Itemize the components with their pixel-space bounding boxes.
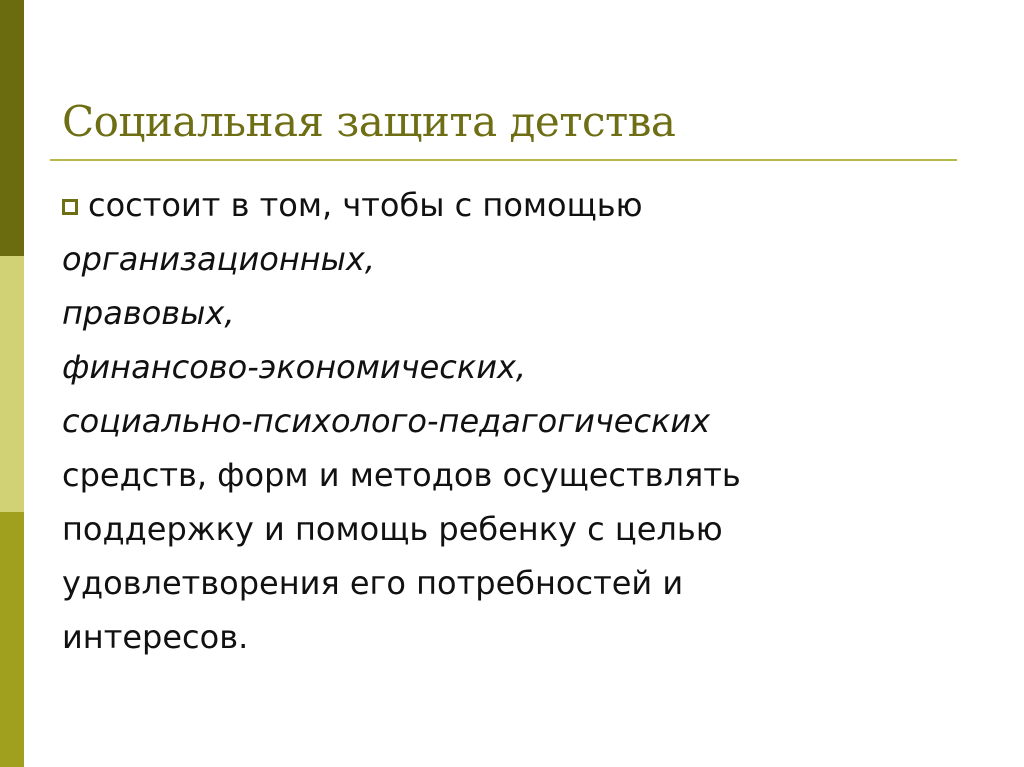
title-underline-rule bbox=[50, 159, 957, 161]
hollow-square-bullet-icon bbox=[62, 199, 78, 215]
italic-line-3: финансово-экономических, bbox=[62, 348, 527, 386]
slide-body bbox=[62, 178, 962, 664]
body-line-3: удовлетворения его потребностей и bbox=[62, 564, 684, 602]
italic-line-2: правовых, bbox=[62, 294, 235, 332]
body-line-1: средств, форм и методов осуществлять bbox=[62, 456, 741, 494]
italic-line-4: социально-психолого-педагогических bbox=[62, 402, 711, 440]
body-line-2: поддержку и помощь ребенку с целью bbox=[62, 510, 723, 548]
stripe-mid-segment bbox=[0, 512, 24, 767]
italic-line-1: организационных, bbox=[62, 240, 376, 278]
bullet-text-line-1: состоит в том, чтобы с помощью bbox=[88, 186, 643, 224]
body-line-4: интересов. bbox=[62, 618, 249, 656]
left-accent-stripe bbox=[0, 0, 24, 767]
stripe-light-segment bbox=[0, 256, 24, 512]
stripe-dark-segment bbox=[0, 0, 24, 256]
slide-title: Социальная защита детства bbox=[62, 97, 676, 146]
bullet-first-line bbox=[62, 178, 962, 232]
